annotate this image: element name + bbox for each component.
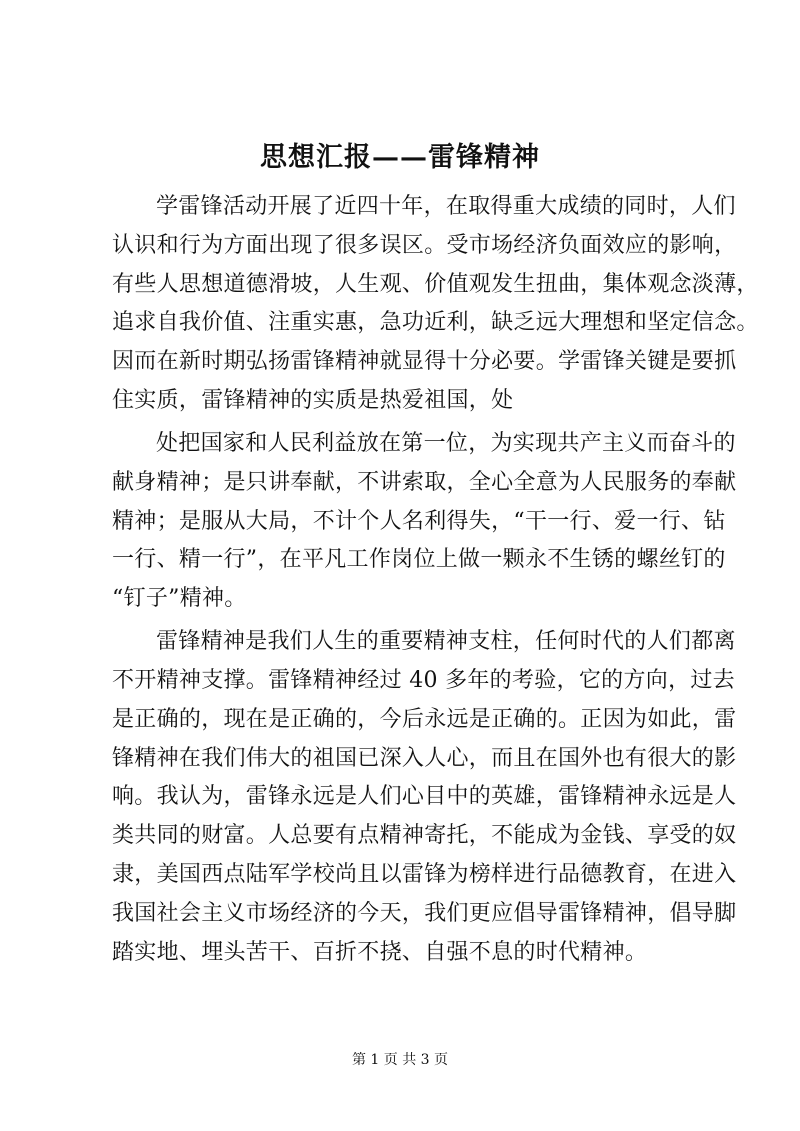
document-body — [112, 188, 759, 972]
paragraph-line: 追求自我价值、注重实惠，急功近利，缺乏远大理想和坚定信念。 — [112, 310, 759, 336]
paragraph-1 — [112, 188, 759, 421]
paragraph-line: 处把国家和人民利益放在第一位，为实现共产主义而奋斗的 — [156, 430, 736, 456]
paragraph-3 — [112, 623, 737, 972]
paragraph-line: 雷锋精神是我们人生的重要精神支柱，任何时代的人们都离 — [156, 629, 736, 655]
paragraph-line: 我国社会主义市场经济的今天，我们更应倡导雷锋精神，倡导脚 — [112, 900, 737, 926]
paragraph-2 — [112, 425, 737, 619]
paragraph-line: 因而在新时期弘扬雷锋精神就显得十分必要。学雷锋关键是要抓 — [112, 349, 737, 375]
paragraph-line: 响。我认为，雷锋永远是人们心目中的英雄，雷锋精神永远是人 — [112, 784, 737, 810]
paragraph-line: 锋精神在我们伟大的祖国已深入人心，而且在国外也有很大的影 — [112, 745, 737, 771]
paragraph-line: 有些人思想道德滑坡，人生观、价值观发生扭曲，集体观念淡薄， — [112, 271, 759, 297]
paragraph-line: 不开精神支撑。雷锋精神经过 40 多年的考验，它的方向，过去 — [112, 667, 735, 693]
paragraph-line: 一行、精一行”，在平凡工作岗位上做一颗永不生锈的螺丝钉的 — [112, 547, 726, 573]
paragraph-line: 献身精神；是只讲奉献，不讲索取，全心全意为人民服务的奉献 — [112, 469, 737, 495]
paragraph-line: 隶，美国西点陆军学校尚且以雷锋为榜样进行品德教育，在进入 — [112, 861, 737, 887]
paragraph-line: 踏实地、埋头苦干、百折不挠、自强不息的时代精神。 — [112, 939, 648, 965]
page-footer: 第 1 页 共 3 页 — [351, 1052, 449, 1068]
paragraph-line: 是正确的，现在是正确的，今后永远是正确的。正因为如此，雷 — [112, 706, 737, 732]
paragraph-line: 住实质，雷锋精神的实质是热爱祖国，处 — [112, 387, 514, 413]
paragraph-line: 精神；是服从大局，不计个人名利得失，“干一行、爱一行、钻 — [112, 508, 726, 534]
document-title: 思想汇报——雷锋精神 — [260, 142, 540, 173]
paragraph-line: “钉子”精神。 — [112, 586, 247, 612]
paragraph-line: 认识和行为方面出现了很多误区。受市场经济负面效应的影响， — [112, 232, 737, 258]
paragraph-line: 学雷锋活动开展了近四十年，在取得重大成绩的同时，人们 — [156, 194, 736, 219]
paragraph-line: 类共同的财富。人总要有点精神寄托，不能成为金钱、享受的奴 — [112, 823, 737, 849]
